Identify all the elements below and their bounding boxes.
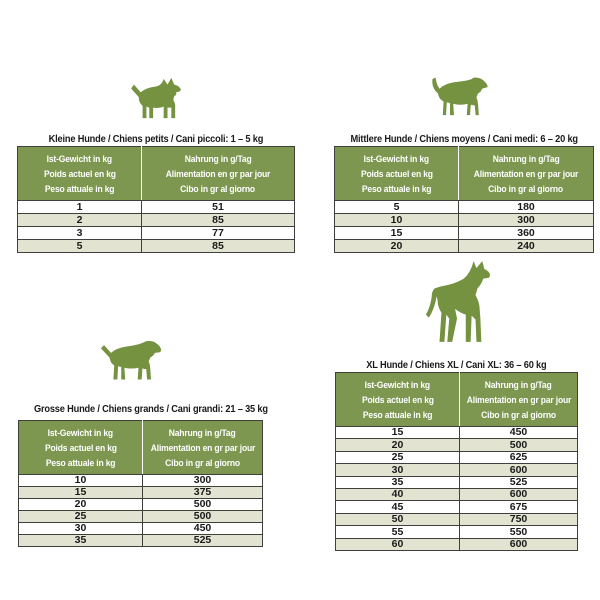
xl-dog-icon — [422, 258, 494, 348]
section-title: XL Hunde / Chiens XL / Cani XL: 36 – 60 kg — [366, 359, 547, 371]
weight-cell: 1 — [18, 201, 142, 214]
food-amount-cell: 51 — [142, 201, 295, 214]
table-row — [336, 538, 578, 550]
weight-cell: 5 — [18, 240, 142, 253]
food-amount-cell: 525 — [460, 476, 578, 488]
weight-cell: 30 — [19, 523, 143, 535]
food-amount-cell: 550 — [460, 526, 578, 538]
weight-cell: 5 — [335, 201, 459, 214]
weight-cell: 20 — [335, 240, 459, 253]
table-header-row — [336, 373, 578, 427]
food-amount-cell: 240 — [459, 240, 594, 253]
table-row — [336, 526, 578, 538]
food-amount-cell: 360 — [459, 227, 594, 240]
food-amount-cell: 375 — [143, 487, 263, 499]
table-row — [336, 501, 578, 513]
weight-cell: 25 — [336, 451, 460, 463]
weight-cell: 60 — [336, 538, 460, 550]
table-row — [18, 240, 295, 253]
table-row — [19, 511, 263, 523]
weight-cell: 20 — [336, 439, 460, 451]
food-amount-cell: 600 — [460, 538, 578, 550]
table-row — [19, 523, 263, 535]
table-row — [336, 451, 578, 463]
food-column-header: Nahrung in g/Tag Alimentation en gr par jour Cibo in gr al giorno — [142, 147, 295, 201]
table-row — [336, 513, 578, 525]
food-amount-cell: 500 — [143, 511, 263, 523]
table-row — [18, 227, 295, 240]
weight-column-header: Ist-Gewicht in kg Poids actuel en kg Peso attuale in kg — [19, 421, 143, 475]
table-header-row — [19, 421, 263, 475]
feeding-table-xl — [335, 372, 578, 551]
food-amount-cell: 450 — [460, 427, 578, 439]
weight-cell: 55 — [336, 526, 460, 538]
table-row — [335, 240, 594, 253]
medium-dogs-section — [334, 70, 594, 260]
food-amount-cell: 625 — [460, 451, 578, 463]
weight-column-header: Ist-Gewicht in kg Poids actuel en kg Peso attuale in kg — [18, 147, 142, 201]
food-amount-cell: 300 — [143, 475, 263, 487]
section-title: Grosse Hunde / Chiens grands / Cani grandi: 21 – 35 kg — [33, 403, 268, 415]
food-amount-cell: 600 — [460, 464, 578, 476]
weight-cell: 10 — [19, 475, 143, 487]
weight-cell: 25 — [19, 511, 143, 523]
table-row — [336, 476, 578, 488]
food-column-header: Nahrung in g/Tag Alimentation en gr par jour Cibo in gr al giorno — [459, 147, 594, 201]
food-amount-cell: 77 — [142, 227, 295, 240]
small-dogs-section — [17, 70, 295, 260]
feeding-table-small — [17, 146, 295, 253]
weight-cell: 45 — [336, 501, 460, 513]
weight-cell: 20 — [19, 499, 143, 511]
table-row — [336, 439, 578, 451]
weight-cell: 15 — [336, 427, 460, 439]
section-title: Kleine Hunde / Chiens petits / Cani piccoli: 1 – 5 kg — [48, 133, 264, 145]
small-dog-icon — [127, 76, 185, 122]
food-column-header: Nahrung in g/Tag Alimentation en gr par jour Cibo in gr al giorno — [460, 373, 578, 427]
table-row — [19, 499, 263, 511]
weight-cell: 15 — [19, 487, 143, 499]
xl-dogs-section — [335, 256, 578, 556]
large-dogs-section — [18, 330, 268, 555]
weight-cell: 15 — [335, 227, 459, 240]
food-amount-cell: 85 — [142, 214, 295, 227]
table-row — [335, 214, 594, 227]
food-amount-cell: 525 — [143, 535, 263, 547]
food-amount-cell: 500 — [460, 439, 578, 451]
feeding-table-medium — [334, 146, 594, 253]
table-row — [335, 201, 594, 214]
table-row — [336, 488, 578, 500]
food-amount-cell: 500 — [143, 499, 263, 511]
table-row — [336, 464, 578, 476]
table-header-row — [18, 147, 295, 201]
section-title: Mittlere Hunde / Chiens moyens / Cani medi: 6 – 20 kg — [350, 133, 578, 145]
weight-cell: 35 — [19, 535, 143, 547]
table-row — [335, 227, 594, 240]
weight-column-header: Ist-Gewicht in kg Poids actuel en kg Peso attuale in kg — [335, 147, 459, 201]
weight-cell: 35 — [336, 476, 460, 488]
food-column-header: Nahrung in g/Tag Alimentation en gr par jour Cibo in gr al giorno — [143, 421, 263, 475]
food-amount-cell: 750 — [460, 513, 578, 525]
food-amount-cell: 300 — [459, 214, 594, 227]
large-dog-icon — [97, 338, 169, 385]
table-row — [18, 201, 295, 214]
food-amount-cell: 450 — [143, 523, 263, 535]
feeding-table-large — [18, 420, 263, 547]
food-amount-cell: 85 — [142, 240, 295, 253]
table-row — [19, 487, 263, 499]
weight-cell: 2 — [18, 214, 142, 227]
table-row — [19, 475, 263, 487]
table-row — [19, 535, 263, 547]
table-header-row — [335, 147, 594, 201]
food-amount-cell: 180 — [459, 201, 594, 214]
table-row — [18, 214, 295, 227]
weight-column-header: Ist-Gewicht in kg Poids actuel en kg Peso attuale in kg — [336, 373, 460, 427]
table-row — [336, 427, 578, 439]
food-amount-cell: 675 — [460, 501, 578, 513]
weight-cell: 30 — [336, 464, 460, 476]
weight-cell: 50 — [336, 513, 460, 525]
medium-dog-icon — [426, 75, 490, 120]
weight-cell: 10 — [335, 214, 459, 227]
food-amount-cell: 600 — [460, 488, 578, 500]
weight-cell: 40 — [336, 488, 460, 500]
weight-cell: 3 — [18, 227, 142, 240]
